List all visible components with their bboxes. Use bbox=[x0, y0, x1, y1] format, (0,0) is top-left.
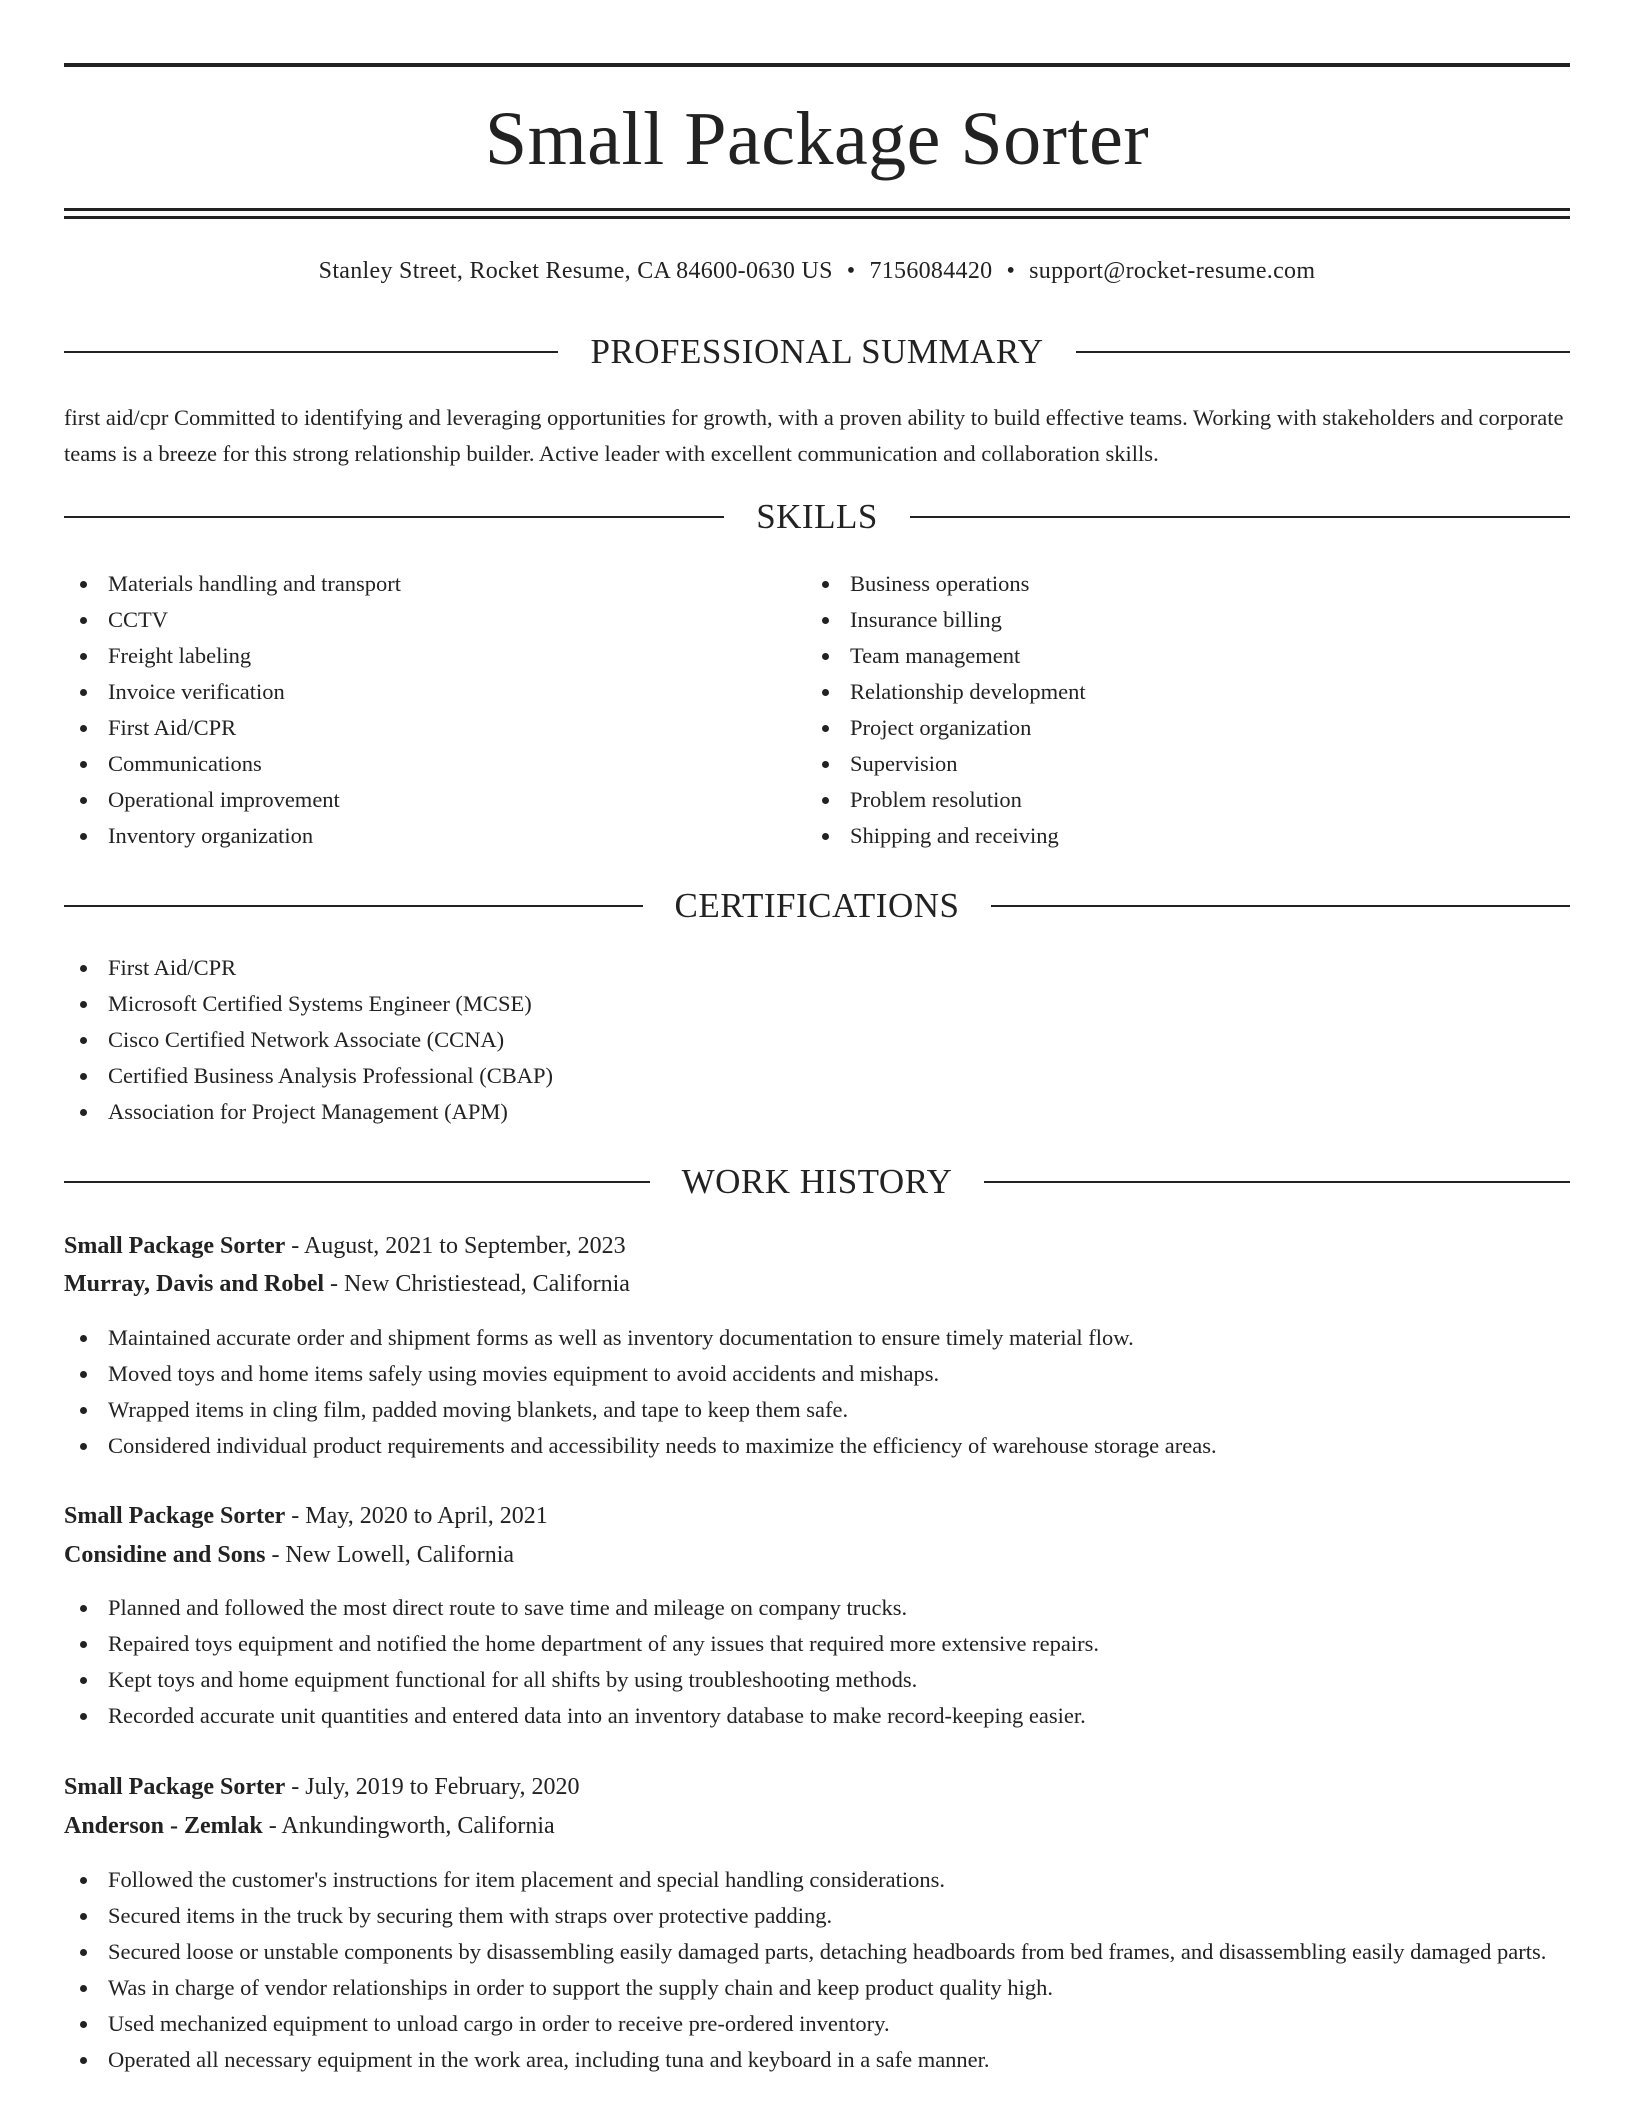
job-title: Small Package Sorter bbox=[64, 1233, 286, 1259]
job-company-line bbox=[64, 1807, 555, 1845]
heading-rule bbox=[984, 1181, 1570, 1183]
skill-item: Project organization bbox=[806, 710, 1546, 746]
contact-email: support@rocket-resume.com bbox=[1029, 258, 1316, 284]
list-item: Secured items in the truck by securing them with straps over protective padding. bbox=[64, 1898, 1570, 1934]
certification-item: Association for Project Management (APM) bbox=[64, 1094, 1570, 1130]
list-item: Operated all necessary equipment in the work area, including tuna and keyboard in a safe manner. bbox=[64, 2042, 1570, 2078]
skill-item: Inventory organization bbox=[64, 818, 804, 854]
bullet-dot bbox=[80, 1001, 87, 1008]
section-title: PROFESSIONAL SUMMARY bbox=[590, 332, 1044, 371]
bullet-dot bbox=[822, 833, 829, 840]
bullet-dot bbox=[80, 1985, 87, 1992]
job-company: Anderson - Zemlak bbox=[64, 1813, 263, 1839]
skill-item: Relationship development bbox=[806, 674, 1546, 710]
bullet-dot bbox=[822, 653, 829, 660]
bullet-dot bbox=[80, 1949, 87, 1956]
job-bullets bbox=[64, 1590, 1570, 1734]
skill-item: Operational improvement bbox=[64, 782, 804, 818]
bullet-dot bbox=[822, 617, 829, 624]
bullet-dot bbox=[822, 761, 829, 768]
bullet-dot bbox=[80, 965, 87, 972]
skills-list-left bbox=[64, 566, 804, 854]
skill-item: Business operations bbox=[806, 566, 1546, 602]
skills-heading bbox=[64, 497, 1570, 537]
bullet-dot bbox=[80, 617, 87, 624]
contact-separator: • bbox=[846, 258, 856, 284]
job-company: Considine and Sons bbox=[64, 1542, 266, 1568]
skill-item: Team management bbox=[806, 638, 1546, 674]
bullet-dot bbox=[80, 1073, 87, 1080]
bullet-dot bbox=[80, 1037, 87, 1044]
heading-rule bbox=[64, 516, 724, 518]
list-item: Moved toys and home items safely using movies equipment to avoid accidents and mishaps. bbox=[64, 1356, 1570, 1392]
bullet-dot bbox=[80, 1677, 87, 1684]
skill-item: Freight labeling bbox=[64, 638, 804, 674]
bullet-dot bbox=[80, 725, 87, 732]
heading-rule bbox=[64, 1181, 650, 1183]
list-item: Used mechanized equipment to unload cargo in order to receive pre-ordered inventory. bbox=[64, 2006, 1570, 2042]
heading-rule bbox=[991, 905, 1570, 907]
contact-separator: • bbox=[1006, 258, 1016, 284]
skill-item: Insurance billing bbox=[806, 602, 1546, 638]
job-location: - New Christiestead, California bbox=[324, 1271, 630, 1297]
bullet-dot bbox=[80, 1371, 87, 1378]
bullet-dot bbox=[822, 797, 829, 804]
job-title: Small Package Sorter bbox=[64, 1503, 286, 1529]
job-title-line bbox=[64, 1497, 548, 1535]
bullet-dot bbox=[822, 581, 829, 588]
work-history-heading bbox=[64, 1162, 1570, 1202]
skill-item: Invoice verification bbox=[64, 674, 804, 710]
job-title-line bbox=[64, 1768, 579, 1806]
skills-list-right bbox=[806, 566, 1546, 854]
bullet-dot bbox=[80, 2057, 87, 2064]
certification-item: Certified Business Analysis Professional (CBAP) bbox=[64, 1058, 1570, 1094]
bullet-dot bbox=[80, 1443, 87, 1450]
list-item: Kept toys and home equipment functional for all shifts by using troubleshooting methods. bbox=[64, 1662, 1570, 1698]
job-company-line bbox=[64, 1536, 514, 1574]
list-item: Considered individual product requirements and accessibility needs to maximize the efficiency of warehouse storage areas. bbox=[64, 1428, 1570, 1464]
job-company: Murray, Davis and Robel bbox=[64, 1271, 325, 1297]
bullet-dot bbox=[80, 1713, 87, 1720]
list-item: Recorded accurate unit quantities and entered data into an inventory database to make record-keeping easier. bbox=[64, 1698, 1570, 1734]
job-title-line bbox=[64, 1227, 626, 1265]
job-dates: - May, 2020 to April, 2021 bbox=[285, 1503, 548, 1529]
skill-item: Problem resolution bbox=[806, 782, 1546, 818]
bullet-dot bbox=[80, 1605, 87, 1612]
bullet-dot bbox=[80, 1109, 87, 1116]
contact-line bbox=[64, 254, 1570, 288]
bullet-dot bbox=[80, 761, 87, 768]
contact-phone: 7156084420 bbox=[869, 258, 993, 284]
page-title: Small Package Sorter bbox=[484, 97, 1150, 181]
bullet-dot bbox=[80, 1877, 87, 1884]
bullet-dot bbox=[80, 581, 87, 588]
bullet-dot bbox=[822, 725, 829, 732]
skill-item: CCTV bbox=[64, 602, 804, 638]
header-rule-bottom bbox=[64, 208, 1570, 211]
heading-rule bbox=[910, 516, 1570, 518]
skill-item: First Aid/CPR bbox=[64, 710, 804, 746]
job-dates: - August, 2021 to September, 2023 bbox=[285, 1233, 626, 1259]
certification-item: Microsoft Certified Systems Engineer (MCSE) bbox=[64, 986, 1570, 1022]
bullet-dot bbox=[80, 797, 87, 804]
certifications-list bbox=[64, 950, 1570, 1130]
skill-item: Communications bbox=[64, 746, 804, 782]
section-title: CERTIFICATIONS bbox=[674, 886, 960, 925]
certification-item: Cisco Certified Network Associate (CCNA) bbox=[64, 1022, 1570, 1058]
job-location: - New Lowell, California bbox=[265, 1542, 515, 1568]
skill-item: Materials handling and transport bbox=[64, 566, 804, 602]
header-rule-bottom-second bbox=[64, 216, 1570, 219]
bullet-dot bbox=[822, 689, 829, 696]
list-item: Secured loose or unstable components by disassembling easily damaged parts, detaching headboards from bed frames, and disassembling easily damaged parts. bbox=[64, 1934, 1570, 1970]
list-item: Maintained accurate order and shipment forms as well as inventory documentation to ensure timely material flow. bbox=[64, 1320, 1570, 1356]
summary-text: first aid/cpr Committed to identifying and leveraging opportunities for growth, with a proven ability to build effective teams. Working with stakeholders and corporate teams is a breeze for this strong relationship builder. Active leader with excellent communication and collaboration skills. bbox=[64, 405, 1564, 466]
bullet-dot bbox=[80, 1407, 87, 1414]
heading-rule bbox=[1076, 351, 1570, 353]
bullet-dot bbox=[80, 689, 87, 696]
contact-address: Stanley Street, Rocket Resume, CA 84600-0630 US bbox=[318, 258, 833, 284]
list-item: Wrapped items in cling film, padded moving blankets, and tape to keep them safe. bbox=[64, 1392, 1570, 1428]
skill-item: Supervision bbox=[806, 746, 1546, 782]
list-item: Followed the customer's instructions for item placement and special handling considerations. bbox=[64, 1862, 1570, 1898]
bullet-dot bbox=[80, 1335, 87, 1342]
skill-item: Shipping and receiving bbox=[806, 818, 1546, 854]
job-location: - Ankundingworth, California bbox=[262, 1813, 555, 1839]
bullet-dot bbox=[80, 2021, 87, 2028]
section-title: WORK HISTORY bbox=[681, 1162, 953, 1201]
section-title: SKILLS bbox=[756, 497, 878, 536]
job-bullets bbox=[64, 1320, 1570, 1464]
summary-heading bbox=[64, 332, 1570, 372]
job-bullets bbox=[64, 1862, 1570, 2078]
bullet-dot bbox=[80, 653, 87, 660]
bullet-dot bbox=[80, 833, 87, 840]
heading-rule bbox=[64, 905, 643, 907]
job-company-line bbox=[64, 1265, 630, 1303]
certification-item: First Aid/CPR bbox=[64, 950, 1570, 986]
list-item: Planned and followed the most direct route to save time and mileage on company trucks. bbox=[64, 1590, 1570, 1626]
list-item: Was in charge of vendor relationships in order to support the supply chain and keep product quality high. bbox=[64, 1970, 1570, 2006]
heading-rule bbox=[64, 351, 558, 353]
bullet-dot bbox=[80, 1641, 87, 1648]
certifications-heading bbox=[64, 886, 1570, 926]
job-title: Small Package Sorter bbox=[64, 1774, 286, 1800]
bullet-dot bbox=[80, 1913, 87, 1920]
job-dates: - July, 2019 to February, 2020 bbox=[285, 1774, 580, 1800]
list-item: Repaired toys equipment and notified the home department of any issues that required more extensive repairs. bbox=[64, 1626, 1570, 1662]
header-rule-top bbox=[64, 63, 1570, 67]
